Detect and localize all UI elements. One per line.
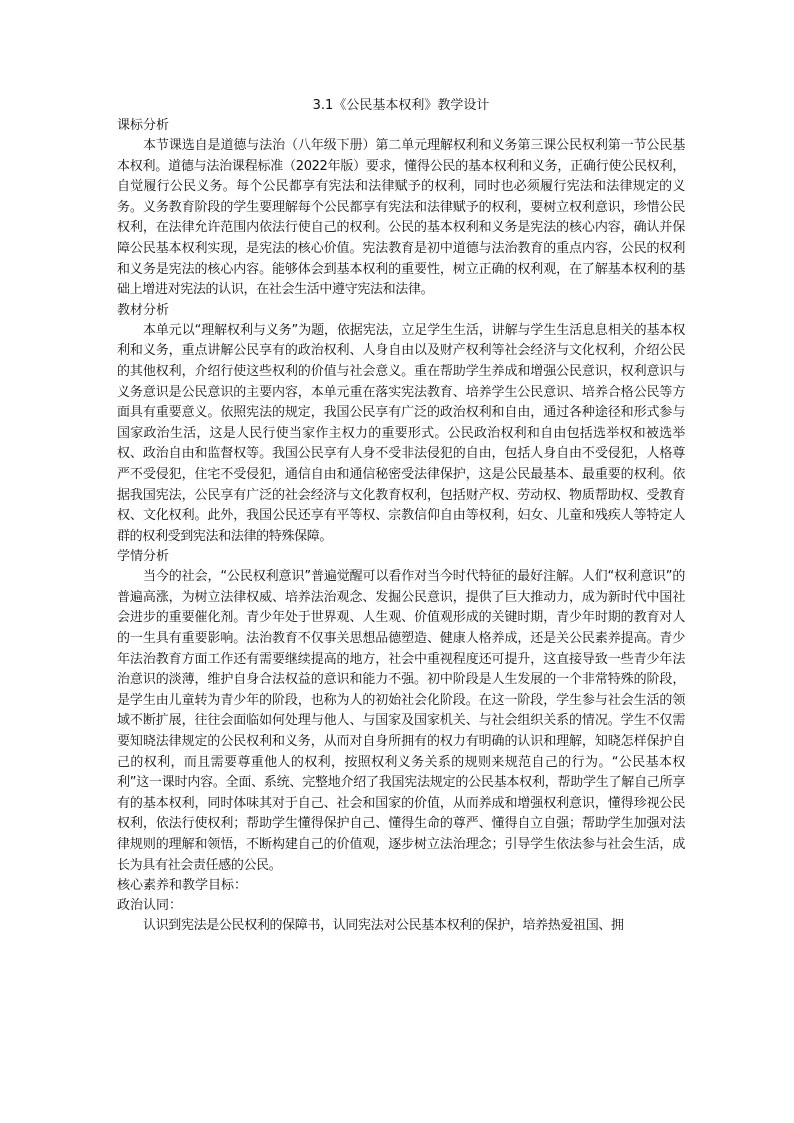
section-paragraph-students: 当今的社会，“公民权利意识”普遍觉醒可以看作对当今时代特征的最好注解。人们“权利意识”的普遍高涨，为树立法律权威、培养法治观念、发掘公民意识，提供了巨大推动力，成为新时代中国社会进步的重要催化剂。青少年处于世界观、人生观、价值观形成的关键时期，青少年时期的教育对人的一生具有重要影响。法治教育不仅事关思想品德塑造、健康人格养成，还是关公民素养提高。青少年法治教育方面工作还有需要继续提高的地方，社会中重视程度还可提升，这直接导致一些青少年法治意识的淡薄，维护自身合法权益的意识和能力不强。初中阶段是人生发展的一个非常特殊的阶段，是学生由儿童转为青少年的阶段，也称为人的初始社会化阶段。在这一阶段，学生参与社会生活的领域不断扩展，往往会面临如何处理与他人、与国家及国家机关、与社会组织关系的情况。学生不仅需要知晓法律规定的公民权利和义务，从而对自身所拥有的权力有明确的认识和理解，知晓怎样保护自己的权利，而且需要尊重他人的权利，按照权利义务关系的规则来规范自己的行为。“公民基本权利”这一课时内容。全面、系统、完整地介绍了我国宪法规定的公民基本权利，帮助学生了解自己所享有的基本权利，同时体味其对于自己、社会和国家的价值，从而养成和增强权利意识，懂得珍视公民权利，依法行使权利；帮助学生懂得保护自己、懂得生命的尊严、懂得自立自强；帮助学生加强对法律规则的理解和领悟，不断构建自己的价值观，逐步树立法治理念；引导学生依法参与社会生活，成长为具有社会责任感的公民。 xyxy=(117,569,685,873)
document-page xyxy=(117,96,685,937)
section-heading-textbook: 教材分析 xyxy=(117,302,170,318)
section-heading-curriculum: 课标分析 xyxy=(117,118,170,133)
political-identity-heading: 政治认同： xyxy=(117,898,183,914)
section-paragraph-textbook: 本单元以“理解权利与义务”为题，依据宪法，立足学生生活，讲解与学生生活息息相关的基本权利和义务，重点讲解公民享有的政治权利、人身自由以及财产权利等社会经济与文化权利，介绍公民的其他权利，介绍行使这些权利的价值与社会意义。重在帮助学生养成和增强公民意识，权利意识与义务意识是公民意识的主要内容，本单元重在落实宪法教育、培养学生公民意识、培养合格公民等方面具有重要意义。依照宪法的规定，我国公民享有广泛的政治权利和自由，通过各种途径和形式参与国家政治生活，这是人民行使当家作主权力的重要形式。公民政治权利和自由包括选举权和被选举权、政治自由和监督权等。我国公民享有人身不受非法侵犯的自由，包括人身自由不受侵犯，人格尊严不受侵犯，住宅不受侵犯，通信自由和通信秘密受法律保护，这是公民最基本、最重要的权利。依据我国宪法，公民享有广泛的社会经济与文化教育权利，包括财产权、劳动权、物质帮助权、受教育权、文化权利。此外，我国公民还享有平等权、宗教信仰自由等权利，妇女、儿童和残疾人等特定人群的权利受到宪法和法律的特殊保障。 xyxy=(117,322,685,544)
political-identity-paragraph: 认识到宪法是公民权利的保障书，认同宪法对公民基本权利的保护，培养热爱祖国、拥 xyxy=(143,918,624,934)
goals-heading: 核心素养和教学目标： xyxy=(117,878,248,894)
section-paragraph-curriculum: 本节课选自是道德与法治（八年级下册）第二单元理解权利和义务第三课公民权利第一节公民基本权利。道德与法治课程标准（2022年版）要求，懂得公民的基本权利和义务，正确行使公民权利，自觉履行公民义务。每个公民都享有宪法和法律赋予的权利，同时也必须履行宪法和法律规定的义务。义务教育阶段的学生要理解每个公民都享有宪法和法律赋予的权利，要树立权利意识，珍惜公民权利，在法律允许范围内依法行使自己的权利。公民的基本权利和义务是宪法的核心内容，确认并保障公民基本权利实现，是宪法的核心价值。宪法教育是初中道德与法治教育的重点内容，公民的权利和义务是宪法的核心内容。能够体会到基本权利的重要性，树立正确的权利观，在了解基本权利的基础上增进对宪法的认识，在社会生活中遵守宪法和法律。 xyxy=(117,138,685,298)
section-heading-students: 学情分析 xyxy=(117,549,170,565)
document-title: 3.1《公民基本权利》教学设计 xyxy=(312,98,490,113)
